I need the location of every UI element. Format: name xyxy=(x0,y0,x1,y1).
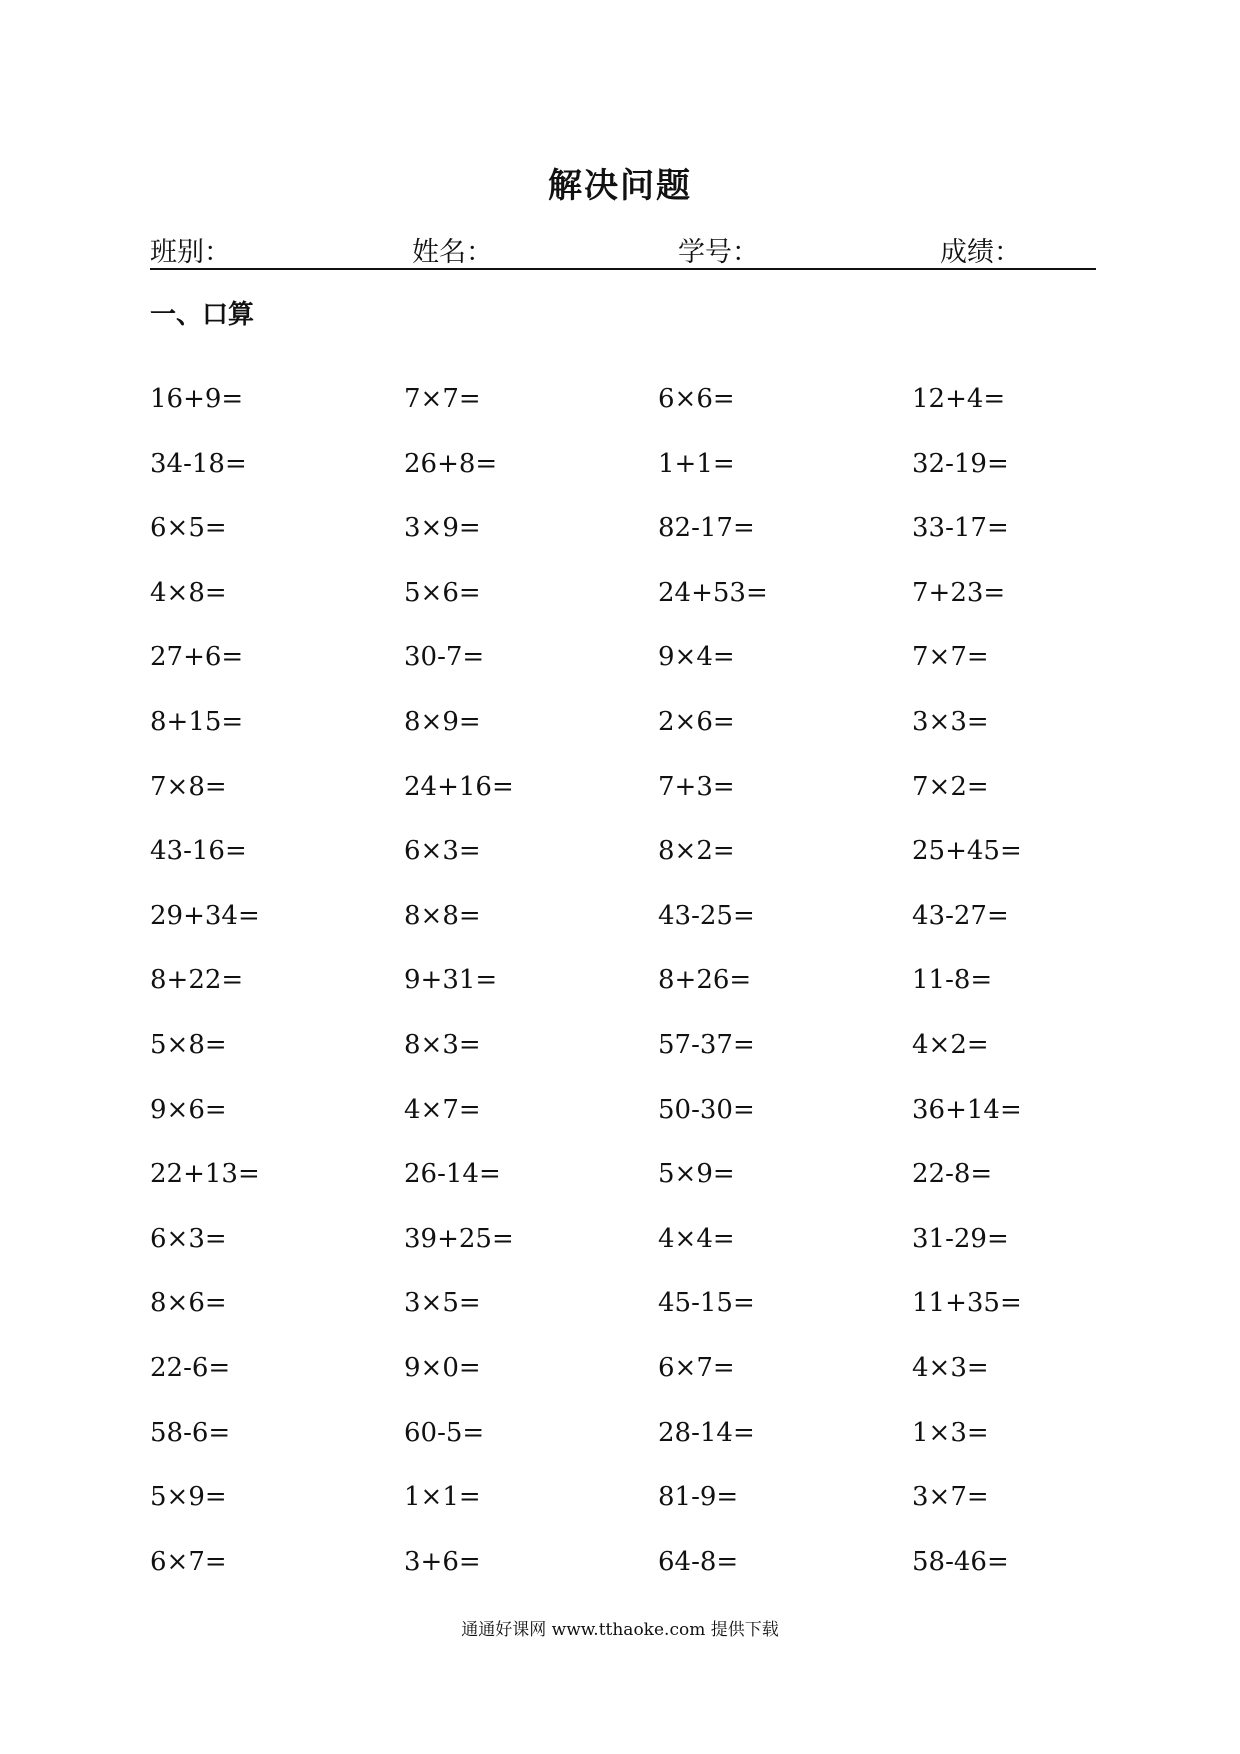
problem-item: 82-17= xyxy=(658,513,755,544)
problem-item: 36+14= xyxy=(912,1094,1022,1125)
problem-item: 4×7= xyxy=(404,1094,481,1125)
problem-row xyxy=(150,1095,1096,1160)
problem-item: 60-5= xyxy=(404,1417,485,1448)
name-field-label: 姓名： xyxy=(412,237,493,268)
problem-item: 9×4= xyxy=(658,642,735,673)
problem-item: 5×8= xyxy=(150,1029,227,1060)
problem-item: 8×6= xyxy=(150,1288,227,1319)
problem-item: 6×6= xyxy=(658,384,735,414)
problem-row xyxy=(150,1159,1096,1224)
problem-row xyxy=(150,642,1096,707)
problem-item: 3×7= xyxy=(912,1482,989,1513)
problem-row xyxy=(150,513,1096,578)
problem-item: 6×3= xyxy=(150,1223,227,1254)
problem-item: 7×8= xyxy=(150,771,227,802)
problem-item: 22-6= xyxy=(150,1352,231,1383)
problem-item: 22+13= xyxy=(150,1159,260,1190)
problem-row xyxy=(150,384,1096,449)
problem-row xyxy=(150,965,1096,1030)
problem-item: 5×9= xyxy=(150,1482,227,1513)
problem-item: 64-8= xyxy=(658,1546,739,1577)
page-title: 解决问题 xyxy=(548,166,692,206)
student-info-row xyxy=(150,228,1096,270)
problem-item: 24+53= xyxy=(658,577,768,608)
problem-item: 9×0= xyxy=(404,1352,481,1383)
problem-item: 32-19= xyxy=(912,448,1009,479)
page-footer: 通通好课网 www.tthaoke.com 提供下载 xyxy=(461,1620,779,1640)
problem-item: 8×2= xyxy=(658,836,735,867)
problem-row xyxy=(150,1288,1096,1353)
problem-item: 1×3= xyxy=(912,1417,989,1448)
problem-item: 12+4= xyxy=(912,384,1006,414)
problem-item: 1×1= xyxy=(404,1482,481,1513)
problem-row xyxy=(150,449,1096,514)
problem-item: 5×6= xyxy=(404,577,481,608)
problem-item: 7×7= xyxy=(912,642,989,673)
problem-item: 50-30= xyxy=(658,1094,755,1125)
problem-item: 8×3= xyxy=(404,1029,481,1060)
score-field-label: 成绩： xyxy=(940,237,1021,268)
problem-item: 22-8= xyxy=(912,1159,993,1190)
problem-item: 6×3= xyxy=(404,836,481,867)
problem-row xyxy=(150,1224,1096,1289)
problem-item: 26-14= xyxy=(404,1159,501,1190)
problem-item: 3×9= xyxy=(404,513,481,544)
class-field-label: 班别： xyxy=(150,237,231,268)
problem-item: 7+3= xyxy=(658,771,735,802)
problem-item: 4×3= xyxy=(912,1352,989,1383)
problem-item: 29+34= xyxy=(150,900,260,931)
problem-item: 7+23= xyxy=(912,577,1006,608)
problem-item: 30-7= xyxy=(404,642,485,673)
problem-item: 8+26= xyxy=(658,965,752,996)
problem-item: 81-9= xyxy=(658,1482,739,1513)
problem-item: 9+31= xyxy=(404,965,498,996)
problem-item: 3+6= xyxy=(404,1546,481,1577)
problem-row xyxy=(150,901,1096,966)
problem-item: 8×9= xyxy=(404,706,481,737)
problem-item: 11+35= xyxy=(912,1288,1022,1319)
problem-item: 25+45= xyxy=(912,836,1022,867)
problem-item: 58-6= xyxy=(150,1417,231,1448)
problem-row xyxy=(150,1547,1096,1612)
problem-item: 24+16= xyxy=(404,771,514,802)
problem-item: 57-37= xyxy=(658,1029,755,1060)
problem-item: 4×8= xyxy=(150,577,227,608)
problem-item: 43-16= xyxy=(150,836,247,867)
problem-item: 11-8= xyxy=(912,965,993,996)
problem-item: 27+6= xyxy=(150,642,244,673)
problem-item: 45-15= xyxy=(658,1288,755,1319)
problem-row xyxy=(150,1482,1096,1547)
problem-item: 31-29= xyxy=(912,1223,1009,1254)
problem-item: 58-46= xyxy=(912,1546,1009,1577)
problem-item: 4×4= xyxy=(658,1223,735,1254)
problem-row xyxy=(150,1418,1096,1483)
problem-item: 6×7= xyxy=(658,1352,735,1383)
problem-item: 33-17= xyxy=(912,513,1009,544)
problem-item: 7×7= xyxy=(404,384,481,414)
problem-item: 1+1= xyxy=(658,448,735,479)
problem-row xyxy=(150,772,1096,837)
problem-item: 8+15= xyxy=(150,706,244,737)
problem-row xyxy=(150,1030,1096,1095)
problem-item: 7×2= xyxy=(912,771,989,802)
problem-item: 34-18= xyxy=(150,448,247,479)
problem-item: 8×8= xyxy=(404,900,481,931)
problem-item: 43-25= xyxy=(658,900,755,931)
problem-row xyxy=(150,578,1096,643)
section-heading: 一、口算 xyxy=(150,300,255,330)
problem-item: 26+8= xyxy=(404,448,498,479)
problem-grid xyxy=(150,384,1096,1611)
problem-item: 2×6= xyxy=(658,706,735,737)
problem-item: 5×9= xyxy=(658,1159,735,1190)
problem-row xyxy=(150,1353,1096,1418)
problem-item: 3×5= xyxy=(404,1288,481,1319)
problem-item: 28-14= xyxy=(658,1417,755,1448)
problem-item: 39+25= xyxy=(404,1223,514,1254)
problem-row xyxy=(150,836,1096,901)
problem-item: 6×7= xyxy=(150,1546,227,1577)
problem-item: 43-27= xyxy=(912,900,1009,931)
problem-item: 6×5= xyxy=(150,513,227,544)
problem-item: 16+9= xyxy=(150,384,244,414)
problem-item: 9×6= xyxy=(150,1094,227,1125)
problem-row xyxy=(150,707,1096,772)
problem-item: 8+22= xyxy=(150,965,244,996)
student-number-field-label: 学号： xyxy=(678,237,759,268)
problem-item: 4×2= xyxy=(912,1029,989,1060)
problem-item: 3×3= xyxy=(912,706,989,737)
